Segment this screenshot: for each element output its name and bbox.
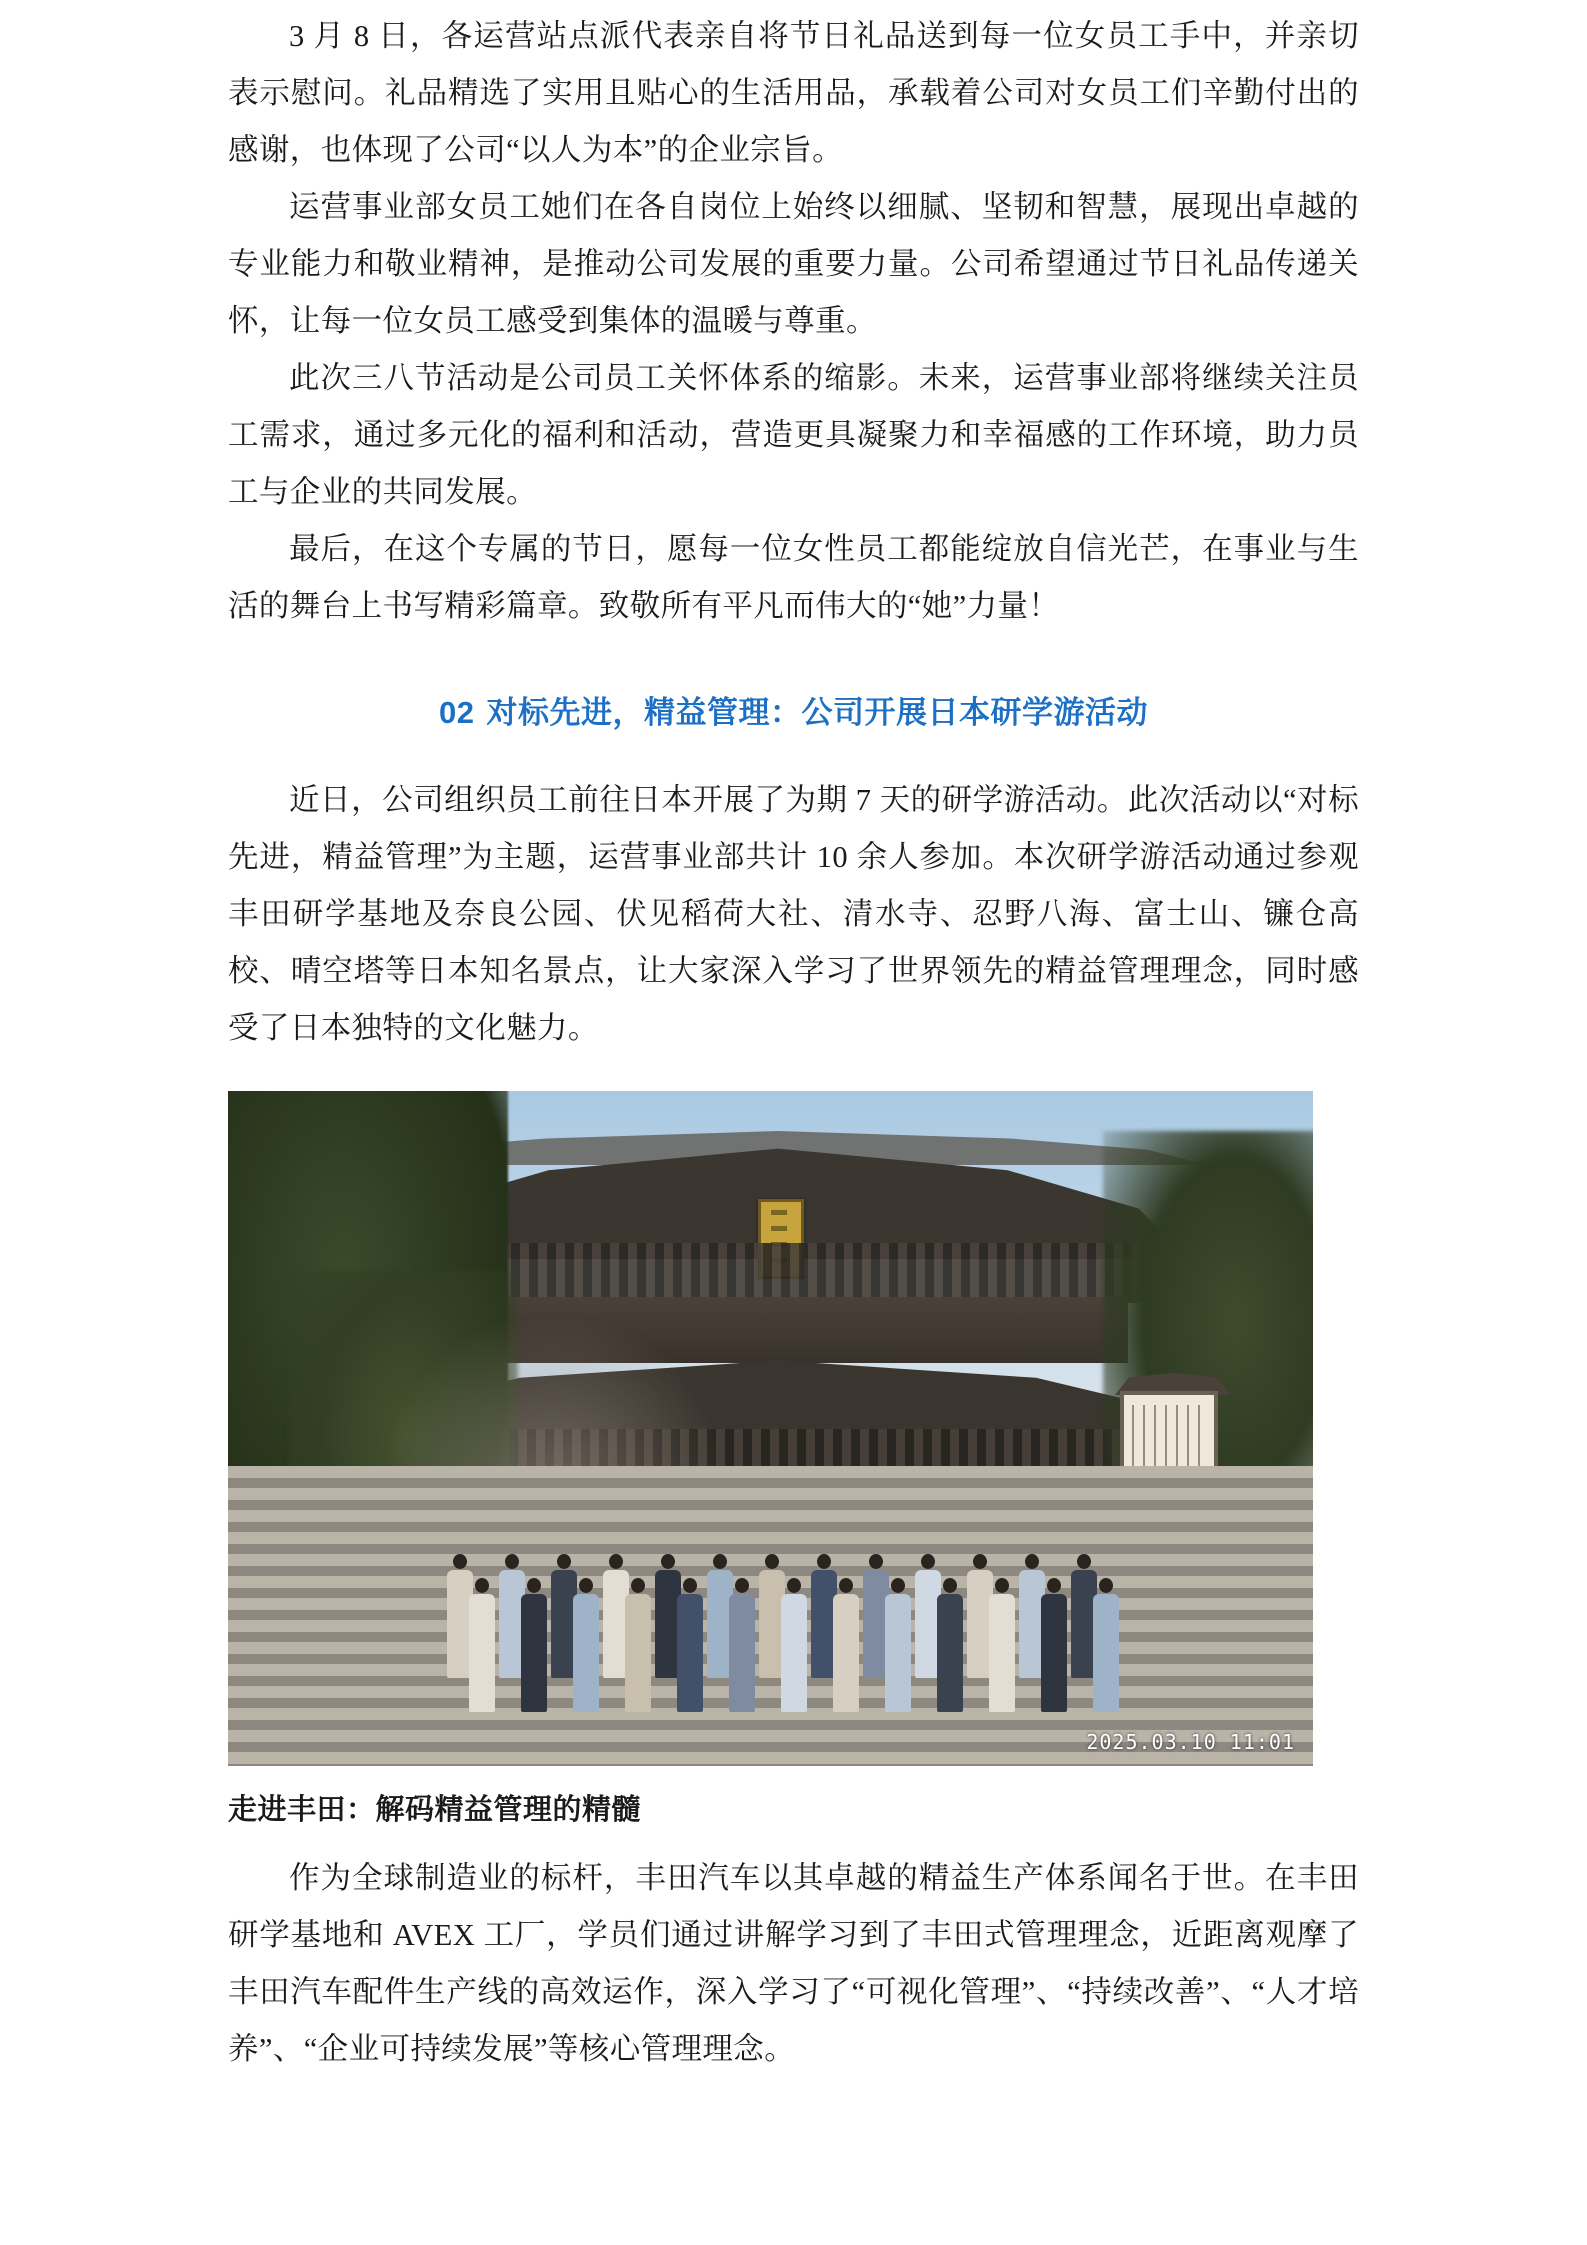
person-head [839,1578,853,1593]
person-head [973,1554,987,1569]
photo-timestamp: 2025.03.10 11:01 [1086,1730,1295,1754]
person-head [943,1578,957,1593]
person-head [453,1554,467,1569]
person-head [1025,1554,1039,1569]
person-head [735,1578,749,1593]
paragraph: 作为全球制造业的标杆，丰田汽车以其卓越的精益生产体系闻名于世。在丰田研学基地和 AVEX 工厂，学员们通过讲解学习到了丰田式管理理念，近距离观摩了丰田汽车配件生产线的高效运作，深入学习了“可视化管理”、“持续改善”、“人才培养”、“企业可持续发展”等核心管理理念。 [228,1861,1359,2066]
person-head [475,1578,489,1593]
person-figure [625,1594,651,1712]
person-head [713,1554,727,1569]
person-figure [989,1594,1015,1712]
paragraph: 运营事业部女员工她们在各自岗位上始终以细腻、坚韧和智慧，展现出卓越的专业能力和敬业精神，是推动公司发展的重要力量。公司希望通过节日礼品传递关怀，让每一位女员工感受到集体的温暖与尊重。 [228,190,1359,338]
person-head [609,1554,623,1569]
person-head [527,1578,541,1593]
person-head [891,1578,905,1593]
person-head [869,1554,883,1569]
person-head [817,1554,831,1569]
section-number: 02 [439,695,475,730]
section-title: 对标先进，精益管理：公司开展日本研学游活动 [486,695,1148,730]
person-head [787,1578,801,1593]
person-figure [1093,1594,1119,1712]
person-head [557,1554,571,1569]
person-figure [729,1594,755,1712]
person-head [683,1578,697,1593]
paragraph: 此次三八节活动是公司员工关怀体系的缩影。未来，运营事业部将继续关注员工需求，通过多元化的福利和活动，营造更具凝聚力和幸福感的工作环境，助力员工与企业的共同发展。 [228,361,1359,509]
person-figure [677,1594,703,1712]
person-head [1047,1578,1061,1593]
paragraph: 最后，在这个专属的节日，愿每一位女性员工都能绽放自信光芒，在事业与生活的舞台上书写精彩篇章。致敬所有平凡而伟大的“她”力量！ [228,532,1359,623]
person-figure [885,1594,911,1712]
person-head [661,1554,675,1569]
person-figure [781,1594,807,1712]
person-head [1099,1578,1113,1593]
photo-caption: 走进丰田：解码精益管理的精髓 [228,1794,642,1826]
person-head [995,1578,1009,1593]
person-figure [1041,1594,1067,1712]
paragraph: 近日，公司组织员工前往日本开展了为期 7 天的研学游活动。此次活动以“对标先进，精益管理”为主题，运营事业部共计 10 余人参加。本次研学游活动通过参观丰田研学基地及奈良公园、伏见稻荷大社、清水寺、忍野八海、富士山、镰仓高校、晴空塔等日本知名景点，让大家深入学习了世界领先的精益管理理念，同时感受了日本独特的文化魅力。 [228,783,1359,1045]
person-figure [521,1594,547,1712]
person-head [505,1554,519,1569]
group-of-people [433,1543,1123,1718]
person-head [579,1578,593,1593]
person-head [921,1554,935,1569]
person-figure [833,1594,859,1712]
person-head [1077,1554,1091,1569]
person-figure [469,1594,495,1712]
paragraph: 3 月 8 日，各运营站点派代表亲自将节日礼品送到每一位女员工手中，并亲切表示慰问。礼品精选了实用且贴心的生活用品，承载着公司对女员工们辛勤付出的感谢，也体现了公司“以人为本”的企业宗旨。 [228,19,1359,167]
person-head [631,1578,645,1593]
person-figure [937,1594,963,1712]
section-heading [228,687,1359,732]
temple-group-photo [228,1091,1313,1766]
person-figure [573,1594,599,1712]
person-head [765,1554,779,1569]
photo-container [228,1091,1359,1766]
